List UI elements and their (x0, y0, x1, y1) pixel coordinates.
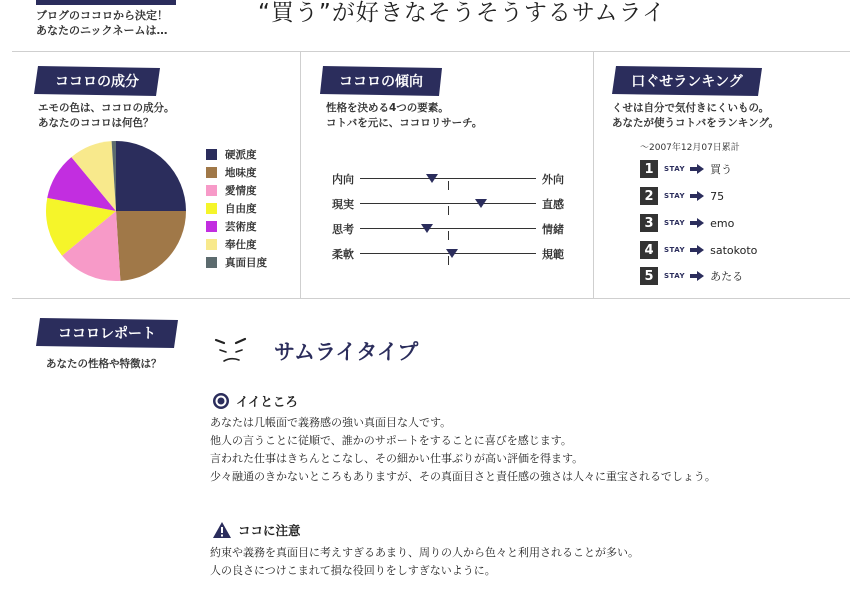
good-points-heading: イイところ (212, 392, 298, 410)
arrow-right-icon (690, 164, 704, 174)
rank-number: 4 (640, 241, 658, 259)
axis-marker (446, 249, 458, 258)
report-banner: ココロレポート (36, 318, 178, 348)
good-points-text: あなたは几帳面で義務感の強い真面目な人です。 他人の言うことに従順で、誰かのサポートをすることに喜びを感じます。 言われた仕事はきちんとこなし、その細かい仕事ぶりが高い評価を得ます。 少々融通のきかないところもありますが、その真面目さと責任感の強さは人々に重宝されるでしょう。 (210, 416, 716, 483)
rank-stay-badge: STAY (664, 246, 686, 254)
pie-slice (116, 141, 186, 211)
rank-word: emo (710, 216, 735, 230)
personality-type-title: サムライタイプ (274, 340, 419, 364)
legend-item: 奉仕度 (206, 235, 267, 253)
legend-item: 地味度 (206, 163, 267, 181)
legend-item: 芸術度 (206, 217, 267, 235)
legend-swatch (206, 203, 217, 214)
arrow-right-icon (690, 271, 704, 281)
rank-stay-badge: STAY (664, 192, 686, 200)
rank-word: 買う (710, 163, 733, 176)
legend-item: 自由度 (206, 199, 267, 217)
kokoro-pie-chart (41, 136, 191, 286)
legend-swatch (206, 257, 217, 268)
tendency-axis: 内向 外向 (332, 171, 564, 185)
axis-center-tick (448, 181, 449, 190)
warning-triangle-icon (212, 521, 232, 539)
axis-center-tick (448, 206, 449, 215)
keikou-desc: 性格を決める4つの要素。 コトバを元に、ココロリサーチ。 (326, 102, 483, 129)
rank-stay-badge: STAY (664, 272, 686, 280)
rank-word: あたる (710, 270, 744, 283)
axis-marker (426, 174, 438, 183)
ranking-date: ～2007年12月07日累計 (640, 143, 740, 153)
rank-number: 1 (640, 160, 658, 178)
ranking-row (640, 214, 734, 232)
axis-line (360, 253, 536, 254)
keikou-banner: ココロの傾向 (320, 66, 442, 96)
samurai-face-icon (212, 334, 250, 368)
target-circle-icon (212, 392, 230, 410)
legend-swatch (206, 239, 217, 250)
caution-text: 約束や義務を真面目に考えすぎるあまり、周りの人から色々と利用されることが多い。 人の良さにつけこまれて損な役回りをしすぎないように。 (210, 546, 639, 577)
nickname-intro: ブログのココロから決定！ あなたのニックネームは… (36, 9, 168, 37)
legend-item: 愛情度 (206, 181, 267, 199)
rank-stay-badge: STAY (664, 165, 686, 173)
axis-line (360, 178, 536, 179)
ranking-banner: 口ぐせランキング (612, 66, 762, 96)
seibun-desc: エモの色は、ココロの成分。 あなたのココロは何色？ (38, 102, 175, 129)
ranking-row (640, 187, 724, 205)
ranking-row (640, 241, 757, 259)
axis-marker (475, 199, 487, 208)
ranking-row (640, 160, 732, 178)
rank-number: 2 (640, 187, 658, 205)
legend-item: 硬派度 (206, 145, 267, 163)
rank-number: 3 (640, 214, 658, 232)
nickname-title: “買う”が好きなそうそうするサムライ (258, 0, 666, 26)
arrow-right-icon (690, 245, 704, 255)
axis-marker (421, 224, 433, 233)
axis-line (360, 203, 536, 204)
top-banner-stub (36, 0, 176, 5)
seibun-banner: ココロの成分 (34, 66, 160, 96)
caution-heading: ココに注意 (212, 521, 301, 539)
tendency-axis: 柔軟 規範 (332, 246, 564, 260)
divider-middle (12, 298, 850, 299)
arrow-right-icon (690, 218, 704, 228)
pie-legend (206, 145, 267, 271)
axis-line (360, 228, 536, 229)
divider-top (12, 51, 850, 52)
ranking-desc: くせは自分で気付きにくいもの。 あなたが使うコトバをランキング。 (612, 102, 780, 129)
divider-col-2 (593, 51, 594, 298)
rank-word: satokoto (710, 243, 758, 257)
ranking-row (640, 267, 743, 285)
tendency-axis: 現実 直感 (332, 196, 564, 210)
axis-center-tick (448, 231, 449, 240)
tendency-axis: 思考 情緒 (332, 221, 564, 235)
legend-item: 真面目度 (206, 253, 267, 271)
legend-swatch (206, 149, 217, 160)
legend-swatch (206, 221, 217, 232)
divider-col-1 (300, 51, 301, 298)
legend-swatch (206, 167, 217, 178)
rank-word: 75 (710, 189, 725, 203)
pie-slice (116, 211, 186, 281)
rank-stay-badge: STAY (664, 219, 686, 227)
arrow-right-icon (690, 191, 704, 201)
report-desc: あなたの性格や特徴は？ (46, 358, 162, 370)
rank-number: 5 (640, 267, 658, 285)
legend-swatch (206, 185, 217, 196)
